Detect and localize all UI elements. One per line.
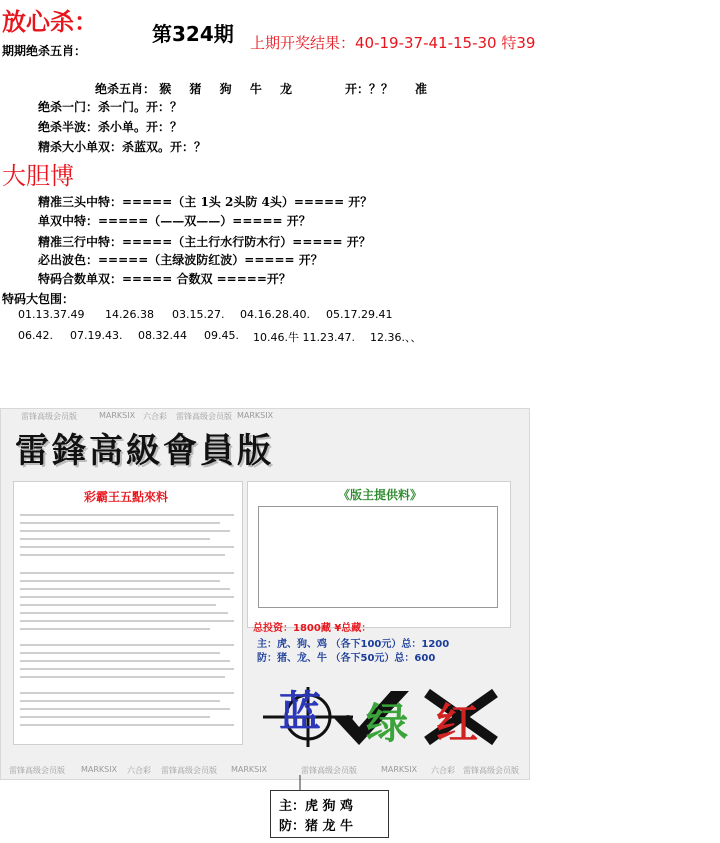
lineup-main: 主：虎、狗、鸡 （各下100元）总：1200 (257, 639, 450, 650)
tip-odd-even: 单双中特：=====（——双——）===== 开？ (38, 214, 311, 228)
kill5-item: 猴 (159, 82, 172, 96)
answer-defense: 防：猪 龙 牛 (279, 819, 354, 834)
left-info-panel (13, 481, 243, 745)
member-poster (0, 408, 530, 780)
kill5-label: 绝杀五肖： (95, 82, 156, 96)
fangxin-heading: 放心杀： (2, 7, 98, 36)
right-panel-title: 《版主提供料》 (338, 488, 423, 502)
word-red: 红 (436, 699, 479, 748)
watermark: 雷锋高级会员版 (301, 766, 357, 775)
watermark: MARKSIX (381, 765, 418, 774)
tip-sum-parity: 特码合数单双：===== 合数双 =====开？ (38, 272, 291, 286)
watermark: 雷锋高级会员版 (161, 766, 217, 775)
word-blue: 蓝 (279, 687, 322, 736)
number-group: 14.26.38 (105, 308, 154, 321)
wuxiao-label: 期期绝杀五肖： (2, 44, 87, 58)
lineup-total: 总投资：1800藏 ¥总藏： (253, 623, 372, 634)
betting-lineup (249, 619, 511, 671)
tip-wave-color: 必出波色：=====（主绿波防红波）===== 开？ (38, 253, 323, 267)
watermark: 雷锋高级会员版 (21, 412, 77, 421)
period-number: 第324期 (152, 22, 234, 46)
kill-size-parity: 精杀大小单双：杀蓝双。开：？ (38, 140, 207, 154)
tip-three-heads: 精准三头中特：=====（主 1头 2头防 4头）===== 开？ (38, 195, 373, 209)
kill5-item: 狗 (219, 82, 232, 96)
word-green: 绿 (366, 699, 409, 748)
number-group: 05.17.29.41 (326, 308, 393, 321)
lineup-defense: 防：猪、龙、牛 （各下50元）总：600 (257, 653, 436, 664)
kill5-item: 龙 (280, 82, 293, 96)
kill5-item: 牛 (249, 82, 262, 96)
dadan-heading: 大胆博 (2, 162, 74, 190)
number-group: 10.46.牛 11.23.47. (253, 331, 355, 344)
watermark: 雷锋高级会员版 (176, 412, 232, 421)
watermark: 六合彩 (127, 766, 151, 775)
watermark: 雷锋高级会员版 (463, 766, 519, 775)
baowei-label: 特码大包围： (2, 292, 75, 306)
number-group: 06.42. (18, 329, 53, 342)
poster-title: 雷鋒高級會員版 (15, 431, 274, 471)
kill-half-wave: 绝杀半波：杀小单。开：？ (38, 120, 183, 134)
last-result: 上期开奖结果：40-19-37-41-15-30 特39 (250, 34, 536, 52)
watermark: MARKSIX (231, 765, 268, 774)
watermark: 六合彩 (431, 766, 455, 775)
watermark: MARKSIX (99, 411, 136, 420)
kill-door: 绝杀一门：杀一门。开：？ (38, 100, 183, 114)
kill-five-zodiac (95, 80, 292, 97)
answer-box (270, 790, 389, 838)
tip-three-elements: 精准三行中特：=====（主土行水行防木行）===== 开？ (38, 235, 371, 249)
watermark: MARKSIX (237, 411, 274, 420)
number-group: 07.19.43. (70, 329, 123, 342)
number-group: 09.45. (204, 329, 239, 342)
number-group: 04.16.28.40. (240, 308, 310, 321)
number-group: 08.32.44 (138, 329, 187, 342)
kill5-item: 猪 (189, 82, 202, 96)
kill5-open: 开：？？ (345, 82, 394, 96)
watermark: 雷锋高级会员版 (9, 766, 65, 775)
right-info-panel (247, 481, 511, 628)
answer-main: 主：虎 狗 鸡 (279, 799, 354, 814)
number-group: 12.36.、、 (370, 331, 422, 344)
kill5-zhun: 准 (415, 82, 428, 96)
watermark: MARKSIX (81, 765, 118, 774)
number-group: 03.15.27. (172, 308, 225, 321)
watermark: 六合彩 (143, 412, 167, 421)
connector-line (270, 775, 310, 791)
left-panel-title: 彩霸王五點來料 (84, 490, 169, 504)
empty-content-box (258, 506, 498, 608)
number-group: 01.13.37.49 (18, 308, 85, 321)
